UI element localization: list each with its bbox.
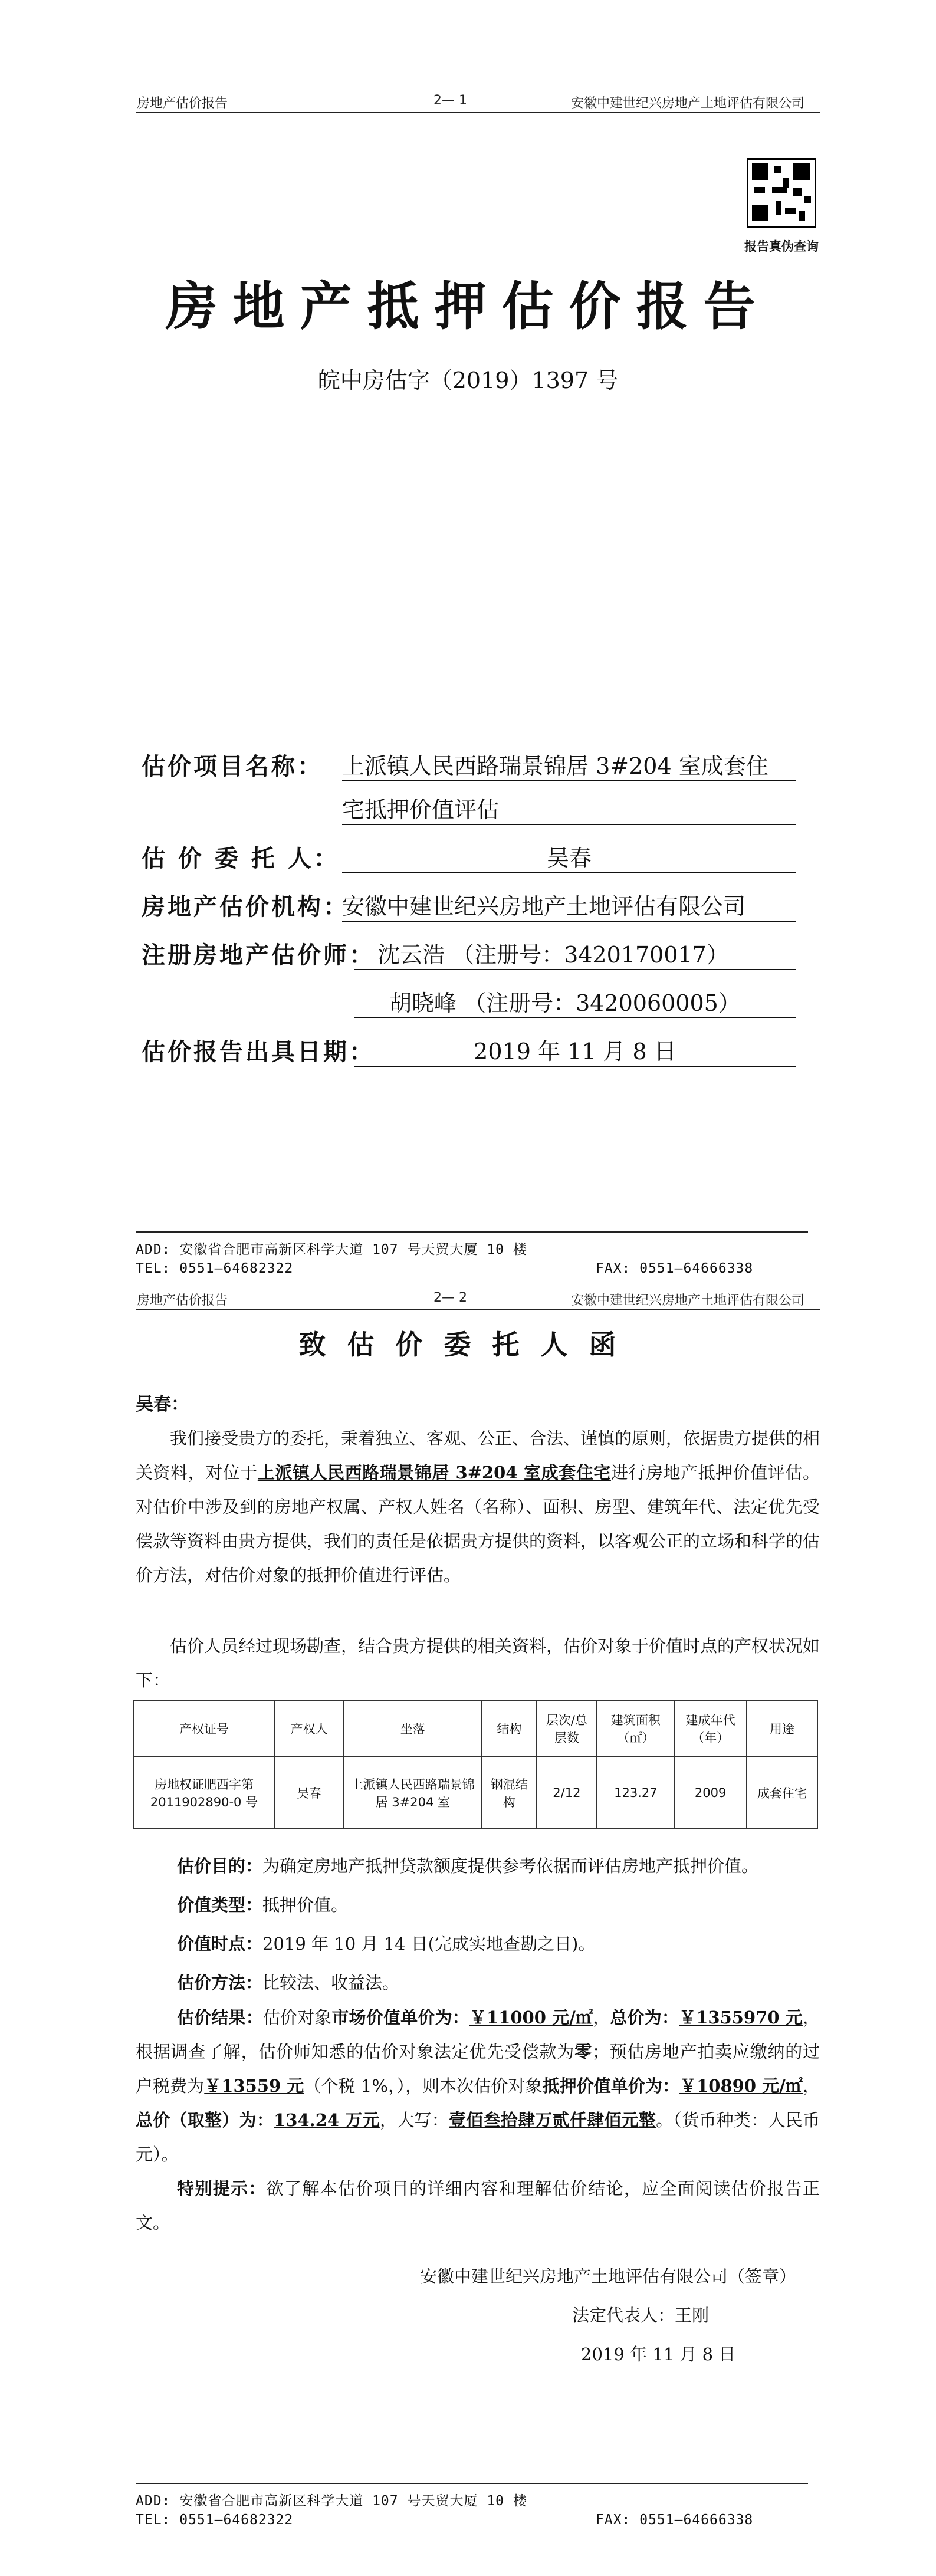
header-right: 安徽中建世纪兴房地产土地评估有限公司 — [571, 96, 805, 111]
result-paragraph: 估价结果：估价对象市场价值单价为：￥11000 元/㎡，总价为：￥1355970 元，根据调查了解，估价师知悉的估价对象法定优先受偿款为零；预估房地产拍卖应缴纳的过户税费为￥13559 元（个税 1%，），则本次估价对象抵押价值单价为：￥10890 元/㎡，总价（取整）为：134.24 万元，大写：壹佰叁拾肆万贰仟肆佰元整。（货币种类：人民币元）。 — [136, 2007, 820, 2164]
table-header: 产权证号 — [133, 1700, 275, 1757]
table-header: 建成年代（年） — [674, 1700, 747, 1757]
purpose-line: 估价目的：为确定房地产抵押贷款额度提供参考依据而评估房地产抵押价值。 — [177, 1856, 759, 1876]
table-cell: 房地权证肥西字第 2011902890-0 号 — [133, 1757, 275, 1829]
project-name-line1: 上派镇人民西路瑞景锦居 3#204 室成套住 — [342, 748, 796, 781]
signature-company: 安徽中建世纪兴房地产土地评估有限公司（签章） — [420, 2266, 797, 2286]
value-date-line: 价值时点：2019 年 10 月 14 日(完成实地查勘之日)。 — [177, 1934, 596, 1954]
table-cell: 123.27 — [597, 1757, 674, 1829]
client-value: 吴春 — [342, 840, 796, 873]
table-header: 坐落 — [343, 1700, 482, 1757]
footer-address: ADD: 安徽省合肥市高新区科学大道 107 号天贸大厦 10 楼 — [136, 1242, 527, 1257]
footer-fax: FAX: 0551—64666338 — [596, 1261, 754, 1276]
value-type-line: 价值类型：抵押价值。 — [177, 1895, 349, 1915]
header-rule — [136, 112, 820, 113]
table-header: 用途 — [747, 1700, 817, 1757]
agency-label: 房地产估价机构： — [142, 893, 349, 921]
appraiser-label: 注册房地产估价师： — [142, 941, 375, 969]
agency-value: 安徽中建世纪兴房地产土地评估有限公司 — [342, 888, 796, 922]
header-left: 房地产估价报告 — [137, 96, 228, 111]
salutation: 吴春： — [136, 1394, 189, 1415]
legal-representative: 法定代表人：王刚 — [572, 2305, 710, 2325]
table-cell: 成套住宅 — [747, 1757, 817, 1829]
signature-date: 2019 年 11 月 8 日 — [581, 2344, 736, 2364]
footer-tel: TEL: 0551—64682322 — [136, 1261, 294, 1276]
document-number: 皖中房估字（2019）1397 号 — [317, 367, 619, 393]
project-name-label: 估价项目名称： — [142, 753, 323, 780]
footer-rule — [136, 1231, 808, 1233]
table-header: 建筑面积（㎡） — [597, 1700, 674, 1757]
qr-code-icon[interactable] — [747, 158, 816, 228]
client-label: 估 价 委 托 人： — [142, 845, 340, 872]
property-address: 上派镇人民西路瑞景锦居 3#204 室成套住宅 — [257, 1463, 611, 1483]
table-header: 产权人 — [275, 1700, 343, 1757]
property-rights-table — [133, 1700, 818, 1829]
method-line: 估价方法：比较法、收益法。 — [177, 1973, 400, 1993]
footer-fax: FAX: 0551—64666338 — [596, 2512, 754, 2528]
paragraph-1: 我们接受贵方的委托，秉着独立、客观、公正、合法、谨慎的原则，依据贵方提供的相关资料，对位于上派镇人民西路瑞景锦居 3#204 室成套住宅进行房地产抵押价值评估。对估价中涉及到的房地产权属、产权人姓名（名称）、面积、房型、建筑年代、法定优先受偿款等资料由贵方提供，我们的责任是依据贵方提供的资料，以客观公正的立场和科学的估价方法，对估价对象的抵押价值进行评估。 — [136, 1428, 820, 1585]
table-header: 结构 — [482, 1700, 536, 1757]
table-cell: 2/12 — [536, 1757, 597, 1829]
header-page-number: 2— 1 — [433, 93, 467, 108]
paragraph-2: 估价人员经过现场勘查，结合贵方提供的相关资料，估价对象于价值时点的产权状况如下： — [136, 1636, 820, 1690]
issue-date-value: 2019 年 11 月 8 日 — [354, 1033, 796, 1067]
header-rule — [136, 1309, 820, 1310]
qr-caption: 报告真伪查询 — [744, 239, 819, 254]
appraiser-2: 胡晓峰 （注册号：3420060005） — [354, 985, 796, 1018]
footer-tel: TEL: 0551—64682322 — [136, 2512, 294, 2528]
notice-paragraph: 特别提示：欲了解本估价项目的详细内容和理解估价结论，应全面阅读估价报告正文。 — [136, 2179, 820, 2233]
header-page-number: 2— 2 — [433, 1290, 467, 1305]
table-cell: 2009 — [674, 1757, 747, 1829]
project-name-line2: 宅抵押价值评估 — [342, 791, 796, 825]
table-cell: 钢混结构 — [482, 1757, 536, 1829]
table-cell: 上派镇人民西路瑞景锦居 3#204 室 — [343, 1757, 482, 1829]
table-cell: 吴春 — [275, 1757, 343, 1829]
footer-address: ADD: 安徽省合肥市高新区科学大道 107 号天贸大厦 10 楼 — [136, 2493, 527, 2509]
table-row — [133, 1757, 817, 1829]
table-header: 层次/总层数 — [536, 1700, 597, 1757]
header-left: 房地产估价报告 — [137, 1293, 228, 1308]
footer-rule — [136, 2483, 808, 2484]
appraiser-1: 沈云浩 （注册号：3420170017） — [354, 937, 796, 970]
letter-title: 致估价委托人函 — [298, 1329, 638, 1361]
report-title: 房地产抵押估价报告 — [165, 275, 771, 337]
header-right: 安徽中建世纪兴房地产土地评估有限公司 — [571, 1293, 805, 1308]
issue-date-label: 估价报告出具日期： — [142, 1038, 375, 1066]
table-header-row — [133, 1700, 817, 1757]
